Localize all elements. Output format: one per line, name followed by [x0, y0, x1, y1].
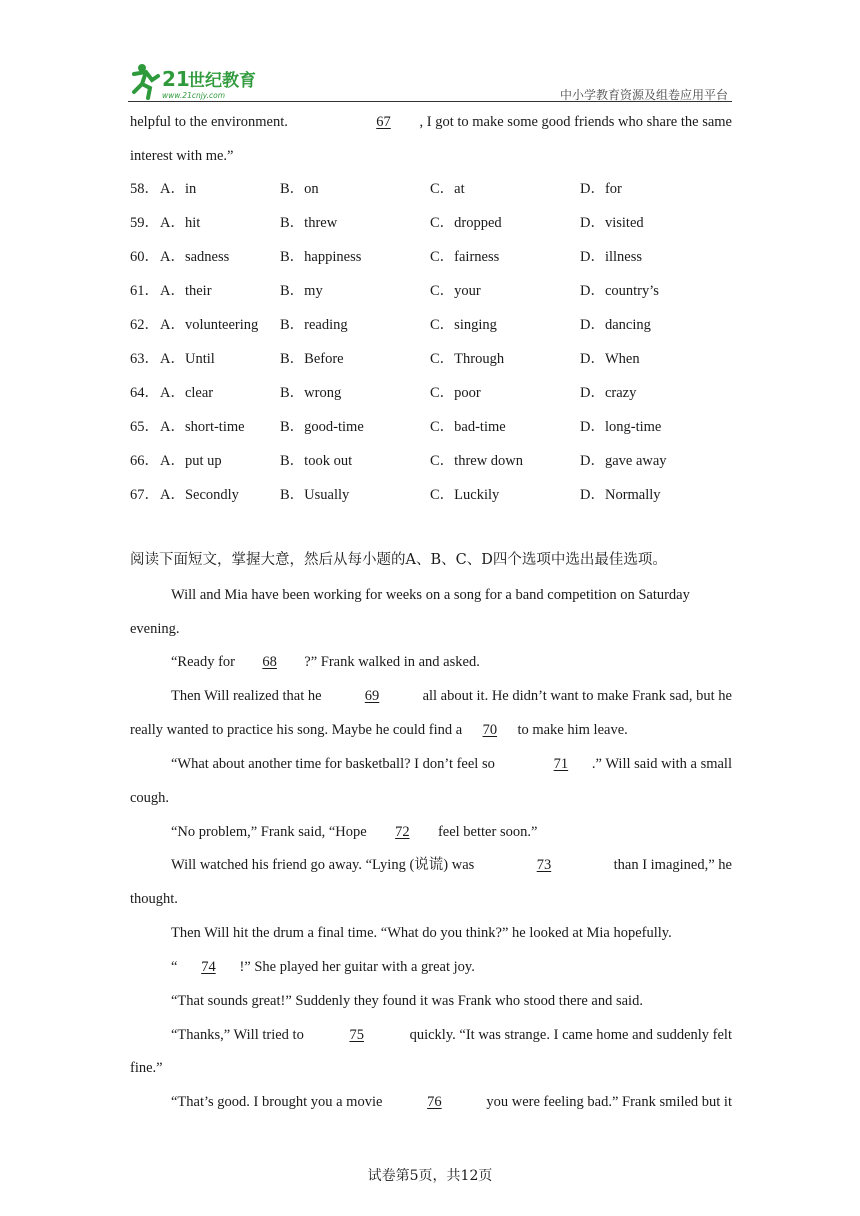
blank-68: 68: [262, 654, 277, 670]
passage2-line: thought.: [130, 891, 178, 907]
blank-67: 67: [376, 114, 391, 130]
option-a: A．Secondly: [160, 487, 239, 503]
option-d: D．long-time: [580, 419, 662, 435]
passage2-line: “ 74 !” She played her guitar with a great joy.: [171, 959, 475, 975]
option-row: [130, 485, 732, 505]
passage2-line: “No problem,” Frank said, “Hope 72 feel better soon.”: [171, 824, 538, 840]
blank-72: 72: [395, 824, 410, 840]
text-segment: Will and Mia have been working for weeks on a song for a band competition on Saturday: [171, 587, 690, 603]
passage1-line: interest with me.”: [130, 148, 234, 164]
option-a: A．short-time: [160, 419, 245, 435]
option-a: A．hit: [160, 215, 201, 231]
option-c: C．bad-time: [430, 419, 506, 435]
option-d: D．illness: [580, 249, 643, 265]
option-row: [130, 417, 732, 437]
option-b: B．happiness: [280, 249, 362, 265]
question-number: 59．: [130, 215, 159, 231]
passage2-line: “That sounds great!” Suddenly they found it was Frank who stood there and said.: [171, 993, 643, 1009]
question-number: 65．: [130, 419, 159, 435]
passage2-line: Will watched his friend go away. “Lying (说谎) was 73 than I imagined,” he: [171, 857, 732, 873]
option-b: B．wrong: [280, 385, 342, 401]
text-segment: , I got to make some good friends who share the same: [419, 114, 732, 130]
passage1-line: [130, 112, 732, 132]
option-c: C．Luckily: [430, 487, 500, 503]
option-a: A．in: [160, 181, 197, 197]
option-row: [130, 179, 732, 199]
option-b: B．reading: [280, 317, 348, 333]
option-b: B．my: [280, 283, 323, 299]
page-footer: 试卷第5页，共12页: [367, 1168, 493, 1184]
section-instruction: 阅读下面短文，掌握大意，然后从每小题的A、B、C、D四个选项中选出最佳选项。: [130, 552, 667, 568]
question-number: 63．: [130, 351, 159, 367]
passage2-line: “That’s good. I brought you a movie 76 you were feeling bad.” Frank smiled but it: [171, 1094, 732, 1110]
passage2-line: “Ready for 68 ?” Frank walked in and asked.: [171, 654, 480, 670]
option-d: D．country’s: [580, 283, 659, 299]
blank-69: 69: [364, 688, 380, 704]
question-number: 60．: [130, 249, 159, 265]
option-a: A．clear: [160, 385, 214, 401]
passage2-line: cough.: [130, 790, 170, 806]
text-segment: helpful to the environment.: [130, 114, 288, 130]
blank-74: 74: [201, 959, 216, 975]
blank-75: 75: [349, 1027, 364, 1043]
logo-21cnjy: [128, 62, 278, 102]
option-b: B．took out: [280, 453, 353, 469]
question-number: 62．: [130, 317, 159, 333]
option-b: B．on: [280, 181, 319, 197]
question-number: 66．: [130, 453, 159, 469]
option-row: [130, 247, 732, 267]
passage2-line: evening.: [130, 621, 180, 637]
option-c: C．your: [430, 283, 481, 299]
option-c: C．singing: [430, 317, 497, 333]
header-divider: [128, 101, 732, 102]
option-b: B．Usually: [280, 487, 350, 503]
question-number: 67．: [130, 487, 159, 503]
option-d: D．crazy: [580, 385, 637, 401]
option-c: C．Through: [430, 351, 505, 367]
blank-76: 76: [427, 1094, 442, 1110]
option-a: A．put up: [160, 453, 222, 469]
header-tagline: 中小学教育资源及组卷应用平台: [559, 88, 728, 102]
blank-73: 73: [536, 857, 552, 873]
option-a: A．Until: [160, 351, 215, 367]
option-row: [130, 349, 732, 369]
option-c: C．threw down: [430, 453, 524, 469]
svg-text:21: 21: [162, 67, 190, 91]
option-c: C．dropped: [430, 215, 502, 231]
question-number: 61．: [130, 283, 159, 299]
option-row: [130, 281, 732, 301]
passage2-line: “What about another time for basketball? I don’t feel so 71 .” Will said with a small: [171, 756, 732, 772]
passage2-line: fine.”: [130, 1060, 163, 1076]
option-row: [130, 451, 732, 471]
option-d: D．Normally: [580, 487, 661, 503]
option-row: [130, 213, 732, 233]
page-header: [128, 62, 732, 102]
passage2-line: Then Will hit the drum a final time. “What do you think?” he looked at Mia hopefully.: [171, 925, 672, 941]
option-a: A．sadness: [160, 249, 230, 265]
blank-70: 70: [482, 722, 498, 738]
option-b: B．threw: [280, 215, 338, 231]
passage2-line: [171, 585, 732, 605]
option-c: C．fairness: [430, 249, 500, 265]
option-d: D．gave away: [580, 453, 667, 469]
question-number: 64．: [130, 385, 159, 401]
option-row: [130, 315, 732, 335]
option-d: D．for: [580, 181, 622, 197]
option-d: D．dancing: [580, 317, 651, 333]
passage2-line: Then Will realized that he 69 all about it. He didn’t want to make Frank sad, but he: [171, 688, 732, 704]
passage2-line: “Thanks,” Will tried to 75 quickly. “It was strange. I came home and suddenly felt: [171, 1027, 732, 1043]
option-b: B．Before: [280, 351, 344, 367]
svg-text:www.21cnjy.com: www.21cnjy.com: [162, 91, 226, 100]
option-b: B．good-time: [280, 419, 364, 435]
option-row: [130, 383, 732, 403]
option-d: D．visited: [580, 215, 644, 231]
option-a: A．their: [160, 283, 212, 299]
option-c: C．at: [430, 181, 465, 197]
blank-71: 71: [553, 756, 569, 772]
option-c: C．poor: [430, 385, 481, 401]
svg-text:世纪教育: 世纪教育: [188, 71, 256, 91]
option-a: A．volunteering: [160, 317, 259, 333]
option-d: D．When: [580, 351, 640, 367]
question-number: 58．: [130, 181, 159, 197]
passage2-line: really wanted to practice his song. Maybe he could find a 70 to make him leave.: [130, 722, 628, 738]
